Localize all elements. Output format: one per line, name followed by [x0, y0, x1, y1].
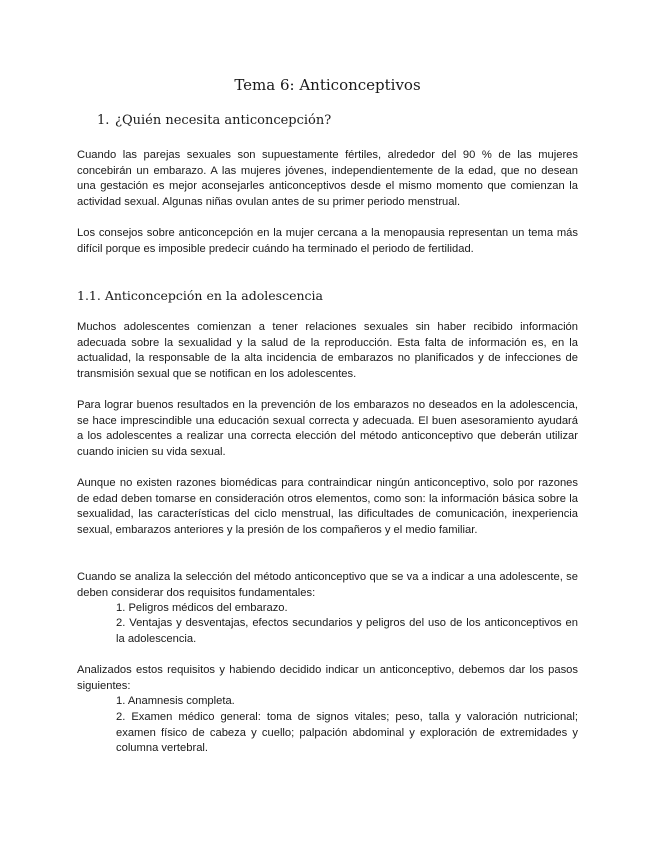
adolescence-paragraph-1: Muchos adolescentes comienzan a tener relaciones sexuales sin haber recibido información adecuada sobre la sexualidad y la salud de la reproducción. Esta falta de información es, en la actualidad, la responsable de la alta incidencia de embarazos no planificados y de infecciones de transmisión sexual que se notifican en los adolescentes.	[77, 321, 578, 380]
requirement-item-1: 1. Peligros médicos del embarazo.	[116, 602, 288, 614]
step-item-1: 1. Anamnesis completa.	[116, 695, 235, 707]
document-title: Tema 6: Anticonceptivos	[234, 76, 421, 94]
section-1-heading-text: ¿Quién necesita anticoncepción?	[115, 113, 332, 128]
requirement-item-2: 2. Ventajas y desventajas, efectos secundarios y peligros del uso de los anticonceptivos en la adolescencia.	[116, 617, 578, 645]
section-1-1-heading: 1.1. Anticoncepción en la adolescencia	[77, 288, 323, 303]
adolescence-paragraph-3: Aunque no existen razones biomédicas para contraindicar ningún anticonceptivo, solo por razones de edad deben tomarse en consideración otros elementos, como son: la información básica sobre la sexualidad, las características del ciclo menstrual, las dificultades de comunicación, inexperiencia sexual, embarazos anteriores y la presión de los compañeros y el medio familiar.	[77, 477, 578, 536]
steps-intro: Analizados estos requisitos y habiendo decidido indicar un anticonceptivo, debemos dar los pasos siguientes:	[77, 664, 578, 692]
section-1-paragraph-1: Cuando las parejas sexuales son supuestamente fértiles, alrededor del 90 % de las mujeres concebirán un embarazo. A las mujeres jóvenes, independientemente de la edad, que no desean una gestación es mejor aconsejarles anticonceptivos desde el mismo momento que comienzan la actividad sexual. Algunas niñas ovulan antes de su primer periodo menstrual.	[77, 149, 578, 208]
section-1-heading	[97, 113, 331, 128]
adolescence-paragraph-2: Para lograr buenos resultados en la prevención de los embarazos no deseados en la adolescencia, se hace imprescindible una educación sexual correcta y adecuada. El buen asesoramiento ayudará a los adolescentes a realizar una correcta elección del método anticonceptivo que deberán utilizar cuando inicien su vida sexual.	[77, 399, 578, 458]
step-item-2: 2. Examen médico general: toma de signos vitales; peso, talla y valoración nutricional; examen físico de cabeza y cuello; palpación abdominal y exploración de extremidades y columna vertebral.	[116, 711, 578, 755]
section-1-paragraph-2: Los consejos sobre anticoncepción en la mujer cercana a la menopausia representan un tema más difícil porque es imposible predecir cuándo ha terminado el periodo de fertilidad.	[77, 227, 578, 255]
adolescence-paragraph-4: Cuando se analiza la selección del método anticonceptivo que se va a indicar a una adolescente, se deben considerar dos requisitos fundamentales:	[77, 571, 578, 599]
section-1-number: 1.	[97, 113, 110, 128]
